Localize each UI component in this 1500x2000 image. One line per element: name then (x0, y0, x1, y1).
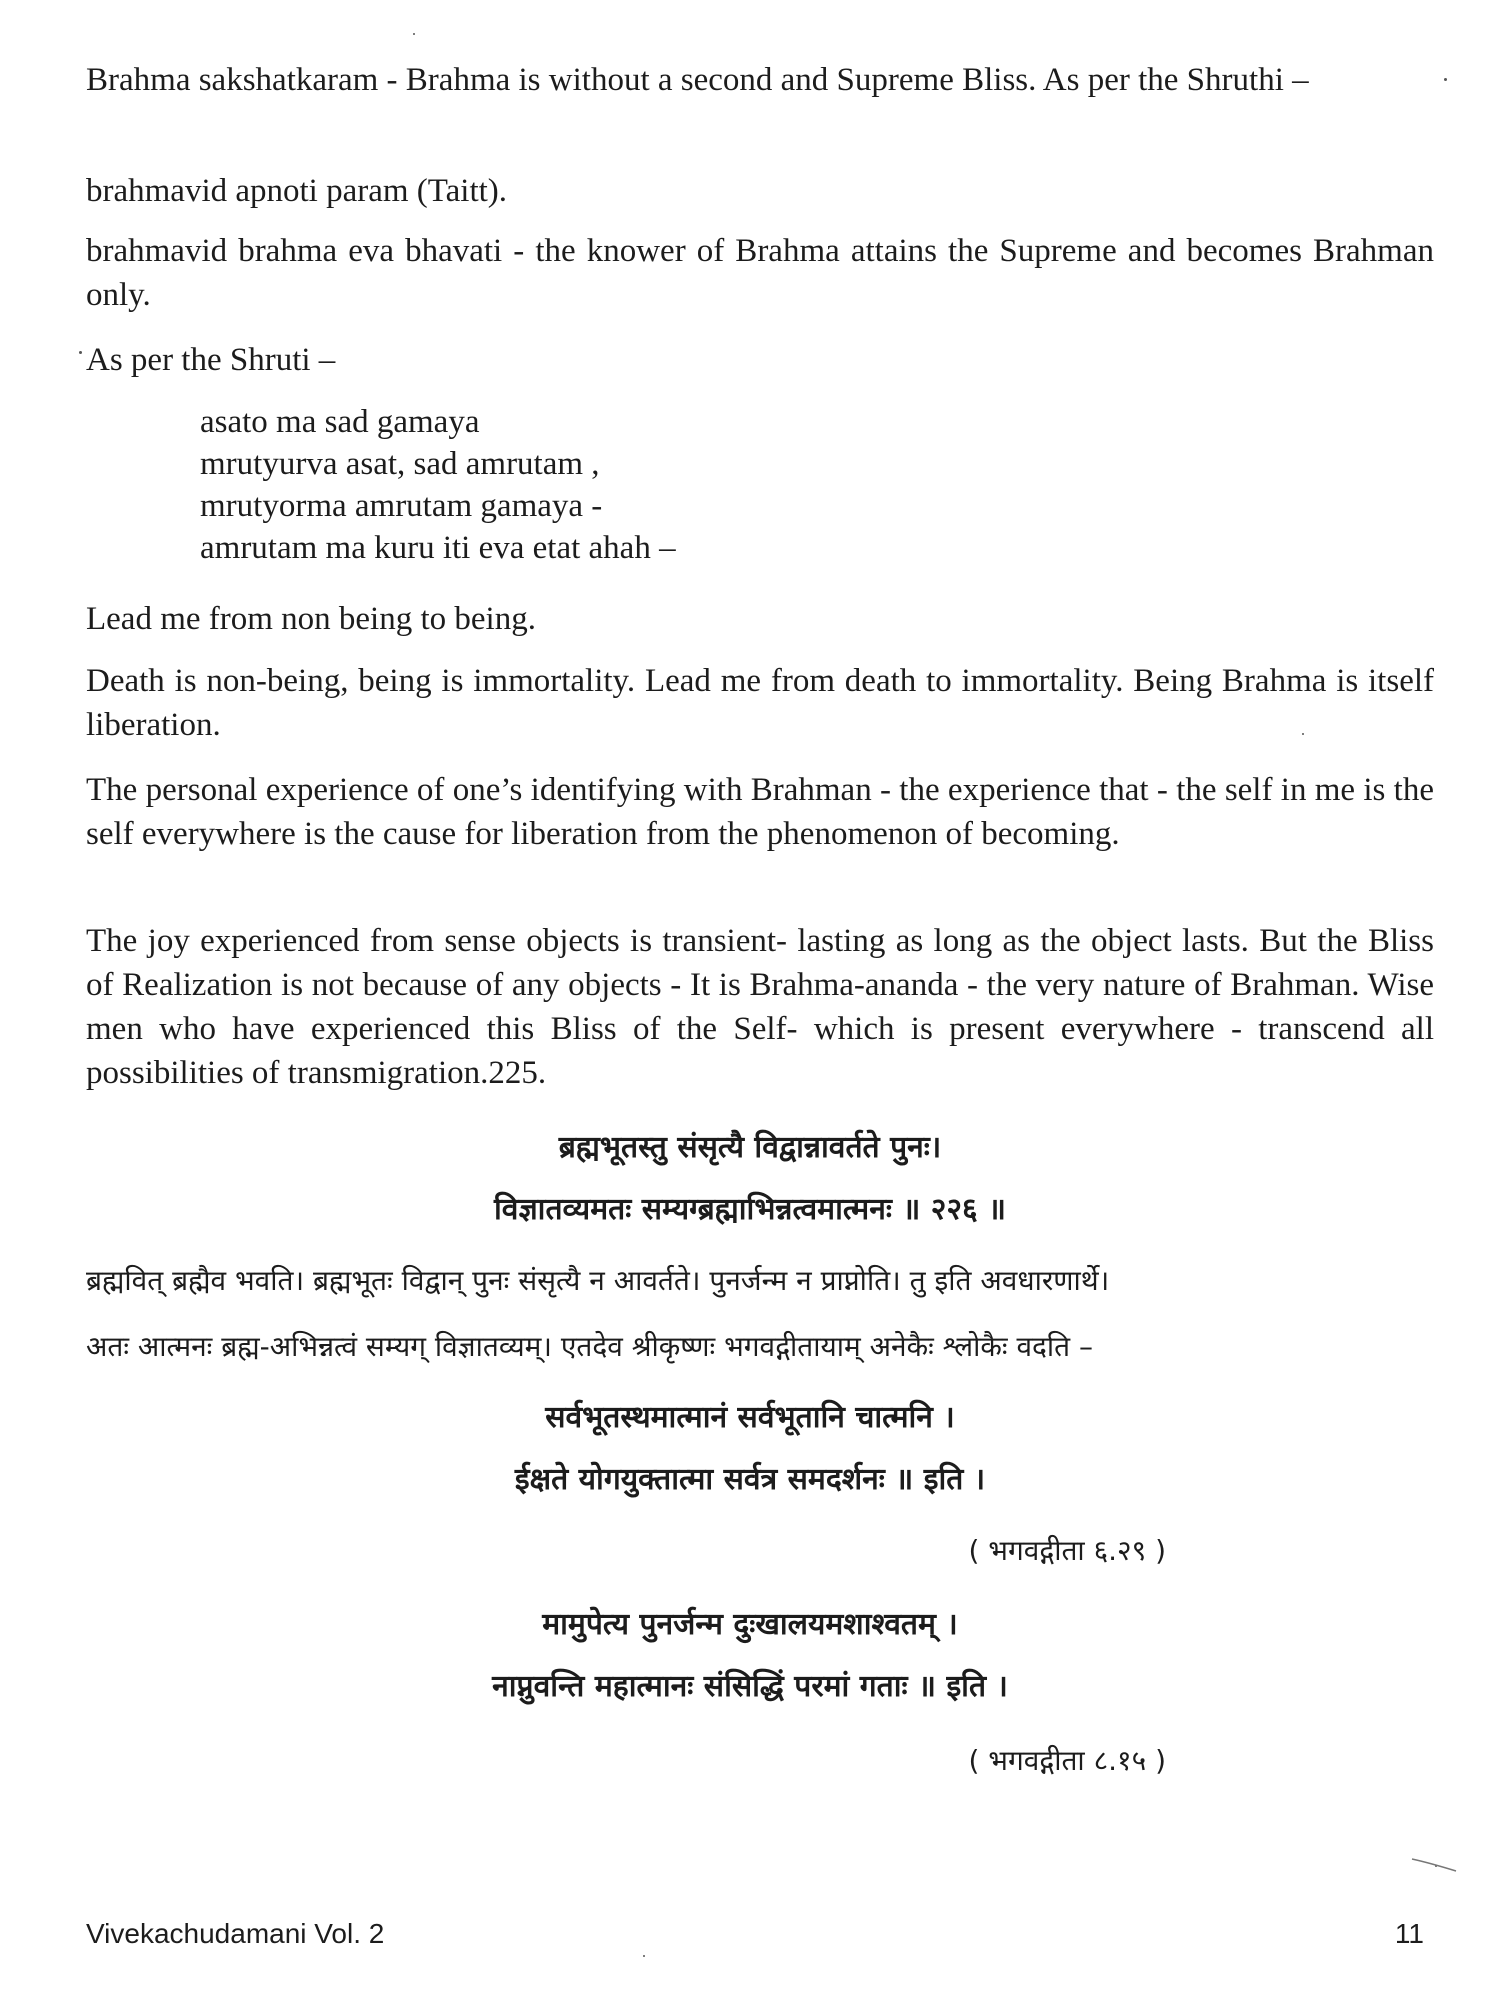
gita-citation: ( भगवद्गीता ६.२९ ) (968, 1534, 1166, 1567)
gita-verse-line: ईक्षते योगयुक्तात्मा सर्वत्र समदर्शनः ॥ इति । (514, 1462, 986, 1497)
sanskrit-commentary (86, 1248, 1434, 1380)
scan-speck (643, 1955, 645, 1957)
shruti-verse-line: asato ma sad gamaya (200, 404, 480, 440)
scan-speck (79, 351, 82, 354)
shruti-verse-line: mrutyurva asat, sad amrutam , (200, 446, 600, 482)
gita-citation: ( भगवद्गीता ८.१५ ) (968, 1744, 1166, 1777)
shruti-verse (200, 401, 1100, 569)
paragraph-lead-me: Lead me from non being to being. (86, 601, 536, 637)
gita-verse-line: मामुपेत्य पुनर्जन्म दुःखालयमशाश्वतम् । (542, 1607, 958, 1642)
gita-verse-line: नाप्नुवन्ति महात्मानः संसिद्धिं परमां गताः ॥ इति । (492, 1669, 1008, 1704)
paragraph-personal-experience: The personal experience of one’s identifying with Brahman - the experience that - the self in me is the self everywhere is the cause for liberation from the phenomenon of becoming. (86, 772, 1434, 852)
gita-verse-6-29 (0, 1387, 1500, 1511)
commentary-line: अतः आत्मनः ब्रह्म-अभिन्नत्वं सम्यग् विज्ञातव्यम्। एतदेव श्रीकृष्णः भगवद्गीतायाम् अनेकैः श्लोकैः वदति – (86, 1330, 1094, 1363)
scan-speck (1444, 78, 1447, 81)
gita-verse-line: सर्वभूतस्थमात्मानं सर्वभूतानि चात्मनि । (545, 1400, 955, 1435)
commentary-line: ब्रह्मवित् ब्रह्मैव भवति। ब्रह्मभूतः विद्वान् पुनः संसृत्यै न आवर्तते। पुनर्जन्म न प्राप्नोति। तु इति अवधारणार्थे। (86, 1264, 1110, 1297)
scan-stroke-mark (1410, 1855, 1460, 1875)
scan-speck (413, 33, 415, 35)
paragraph-brahma-sakshatkaram: Brahma sakshatkaram - Brahma is without a second and Supreme Bliss. As per the Shruthi – (86, 62, 1309, 98)
shruti-verse-line: mrutyorma amrutam gamaya - (200, 488, 603, 524)
paragraph-brahmavid-brahma: brahmavid brahma eva bhavati - the knower of Brahma attains the Supreme and becomes Brahman only. (86, 233, 1434, 313)
scan-speck (1302, 733, 1304, 735)
sanskrit-verse-line: विज्ञातव्यमतः सम्यग्ब्रह्माभिन्नत्वमात्मनः ॥ २२६ ॥ (494, 1192, 1006, 1227)
paragraph-taitt-quote: brahmavid apnoti param (Taitt). (86, 173, 508, 209)
footer-page-number: 11 (1394, 1918, 1424, 1949)
sanskrit-verse-226 (0, 1117, 1500, 1241)
paragraph-joy-experienced: The joy experienced from sense objects is transient- lasting as long as the object lasts. But the Bliss of Realization is not because of any objects - It is Brahma-ananda - the very nature of Brahman. Wise men who have experienced this Bliss of the Self- which is present everywhere - transcend all possibilities of transmigration.225. (86, 923, 1434, 1091)
gita-verse-8-15 (0, 1594, 1500, 1718)
sanskrit-verse-line: ब्रह्मभूतस्तु संसृत्यै विद्वान्नावर्तते पुनः। (558, 1130, 942, 1165)
paragraph-as-per-shruti: As per the Shruti – (86, 342, 336, 378)
footer-book-title: Vivekachudamani Vol. 2 (86, 1918, 385, 1949)
shruti-verse-line: amrutam ma kuru iti eva etat ahah – (200, 530, 676, 566)
paragraph-death-non-being: Death is non-being, being is immortality. Lead me from death to immortality. Being Brahma is itself liberation. (86, 663, 1434, 743)
